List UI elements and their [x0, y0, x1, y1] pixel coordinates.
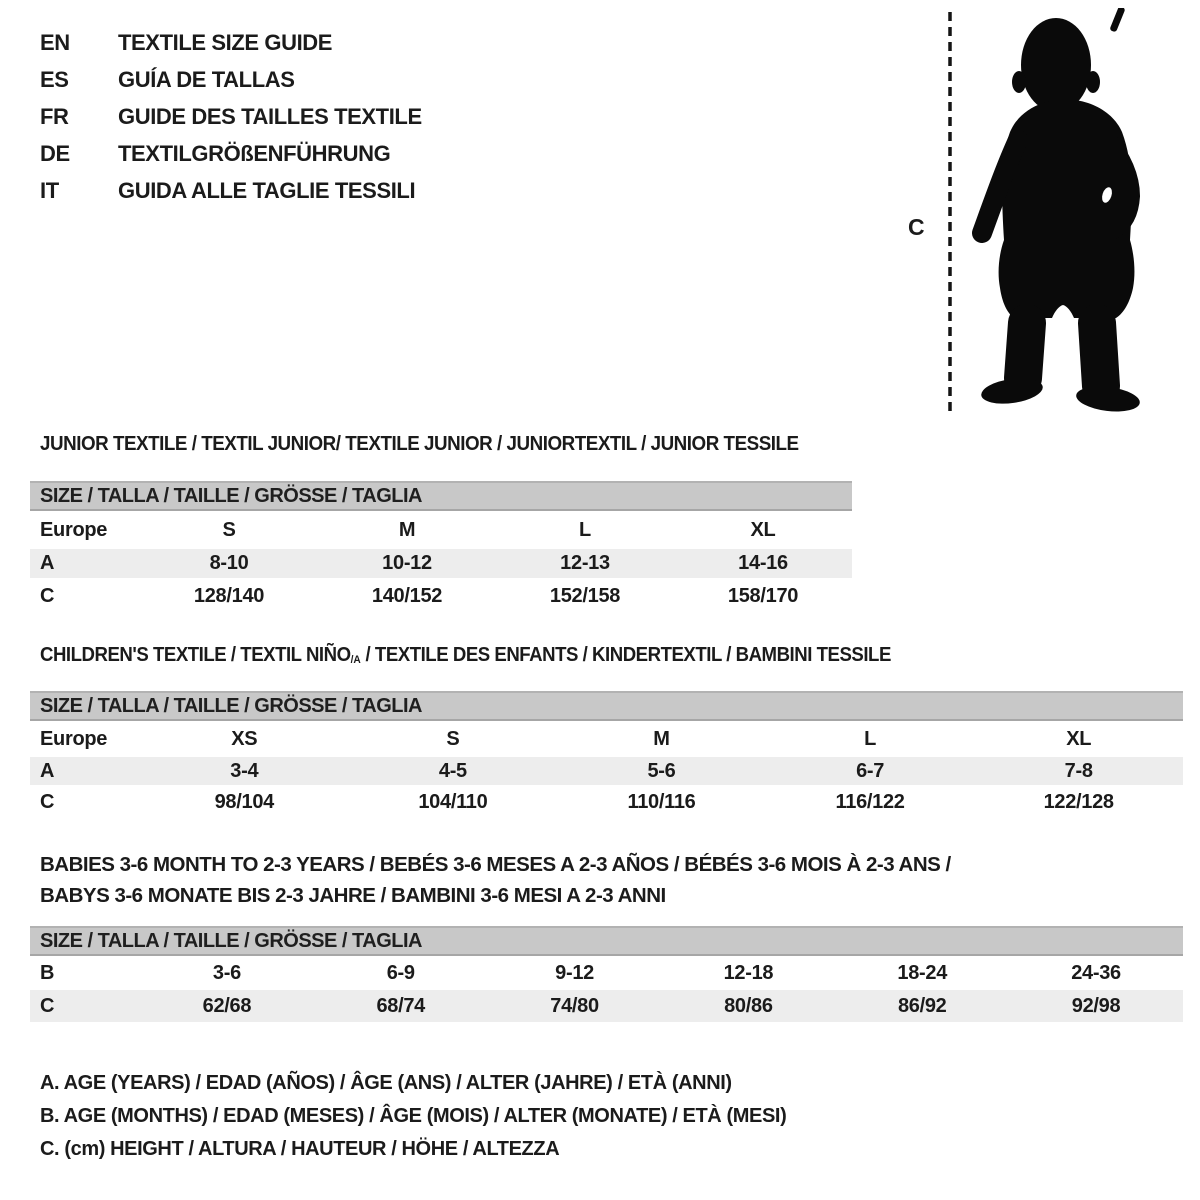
children-title-main: CHILDREN'S TEXTILE / TEXTIL NIÑO [40, 644, 351, 666]
junior-size-table [30, 481, 852, 614]
guide-title-en: TEXTILE SIZE GUIDE [118, 29, 333, 55]
dash-fragment [1109, 8, 1125, 33]
value-cell: 62/68 [202, 994, 252, 1017]
row-label: A [40, 759, 55, 782]
junior-section-title: JUNIOR TEXTILE / TEXTIL JUNIOR/ TEXTILE JUNIOR / JUNIORTEXTIL / JUNIOR TESSILE [40, 433, 799, 455]
value-cell: 152/158 [549, 584, 621, 607]
value-cell: 3-6 [212, 961, 241, 984]
value-cell: 6-9 [386, 961, 415, 984]
value-cell: 86/92 [897, 994, 947, 1017]
row-label: C [40, 994, 55, 1017]
row-label: B [40, 961, 55, 984]
children-size-table [30, 691, 1183, 819]
children-section-title [40, 644, 891, 667]
guide-title-it: GUIDA ALLE TAGLIE TESSILI [118, 177, 416, 203]
babies-section-title [40, 849, 951, 911]
toddler-body [980, 18, 1142, 415]
lang-row-en [40, 24, 422, 61]
babies-row-height [30, 990, 1183, 1022]
value-cell: 92/98 [1071, 994, 1121, 1017]
lang-row-de [40, 135, 422, 172]
value-cell: 24-36 [1071, 961, 1121, 984]
lang-code: IT [40, 177, 59, 203]
babies-size-table [30, 926, 1183, 1022]
lang-code: EN [40, 29, 70, 55]
value-cell: 128/140 [193, 584, 265, 607]
lang-row-it [40, 172, 422, 209]
children-title-sub: /A [350, 654, 361, 667]
value-cell: 5-6 [647, 759, 676, 782]
value-cell: 158/170 [727, 584, 799, 607]
size-column: XS [231, 727, 258, 750]
guide-title-de: TEXTILGRÖßENFÜHRUNG [118, 140, 391, 166]
value-cell: 4-5 [438, 759, 467, 782]
size-column: XL [750, 518, 776, 541]
value-cell: 10-12 [382, 552, 432, 574]
row-label: A [40, 552, 55, 574]
language-title-block [40, 24, 422, 209]
value-cell: 12-18 [723, 961, 774, 984]
value-cell: 98/104 [214, 790, 274, 813]
children-row-height [30, 785, 1183, 819]
height-measure-label: C [908, 214, 925, 240]
size-column: M [653, 727, 670, 750]
size-column: L [579, 518, 591, 541]
legend-c: C. (cm) HEIGHT / ALTURA / HAUTEUR / HÖHE / ALTEZZA [40, 1138, 560, 1160]
value-cell: 14-16 [738, 552, 788, 574]
value-cell: 80/86 [724, 994, 773, 1017]
lang-row-fr [40, 98, 422, 135]
junior-size-header-bar: SIZE / TALLA / TAILLE / GRÖSSE / TAGLIA [30, 481, 852, 511]
babies-title-line2: BABYS 3-6 MONATE BIS 2-3 JAHRE / BAMBINI 3-6 MESI A 2-3 ANNI [40, 884, 666, 907]
junior-row-age [30, 549, 852, 578]
size-column: M [398, 518, 416, 541]
value-cell: 18-24 [897, 961, 948, 984]
region-label: Europe [40, 518, 108, 541]
value-cell: 7-8 [1064, 759, 1093, 782]
value-cell: 104/110 [418, 790, 488, 813]
children-size-header-bar: SIZE / TALLA / TAILLE / GRÖSSE / TAGLIA [30, 691, 1183, 721]
value-cell: 12-13 [560, 552, 610, 574]
lang-code: ES [40, 66, 69, 92]
legend-a: A. AGE (YEARS) / EDAD (AÑOS) / ÂGE (ANS) / ALTER (JAHRE) / ETÀ (ANNI) [40, 1072, 732, 1094]
children-row-age [30, 757, 1183, 785]
lang-row-es [40, 61, 422, 98]
value-cell: 8-10 [209, 552, 249, 574]
value-cell: 3-4 [230, 759, 259, 782]
value-cell: 74/80 [550, 994, 599, 1017]
lang-code: FR [40, 103, 69, 129]
junior-columns-row [30, 511, 852, 549]
row-label: C [40, 790, 55, 813]
legend-block [40, 1067, 786, 1166]
region-label: Europe [40, 727, 108, 750]
size-column: S [446, 727, 460, 750]
value-cell: 110/116 [627, 790, 696, 813]
value-cell: 122/128 [1043, 790, 1114, 813]
size-column: S [222, 518, 236, 541]
value-cell: 116/122 [835, 790, 905, 813]
guide-title-es: GUÍA DE TALLAS [118, 66, 295, 92]
value-cell: 6-7 [856, 759, 885, 782]
legend-b: B. AGE (MONTHS) / EDAD (MESES) / ÂGE (MOIS) / ALTER (MONATE) / ETÀ (MESI) [40, 1105, 787, 1127]
guide-title-fr: GUIDE DES TAILLES TEXTILE [118, 103, 422, 129]
children-title-rest: / TEXTILE DES ENFANTS / KINDERTEXTIL / BAMBINI TESSILE [360, 644, 891, 666]
babies-row-months [30, 956, 1183, 990]
size-column: L [864, 727, 877, 750]
junior-row-height [30, 578, 852, 614]
toddler-silhouette-icon [900, 8, 1190, 420]
babies-size-header-bar: SIZE / TALLA / TAILLE / GRÖSSE / TAGLIA [30, 926, 1183, 956]
lang-code: DE [40, 140, 70, 166]
size-column: XL [1066, 727, 1092, 750]
babies-title-line1: BABIES 3-6 MONTH TO 2-3 YEARS / BEBÉS 3-6 MESES A 2-3 AÑOS / BÉBÉS 3-6 MOIS À 2-3 ANS / [40, 853, 951, 876]
row-label: C [40, 584, 55, 607]
value-cell: 68/74 [376, 994, 426, 1017]
value-cell: 140/152 [371, 584, 443, 607]
children-columns-row [30, 721, 1183, 757]
value-cell: 9-12 [555, 961, 594, 984]
